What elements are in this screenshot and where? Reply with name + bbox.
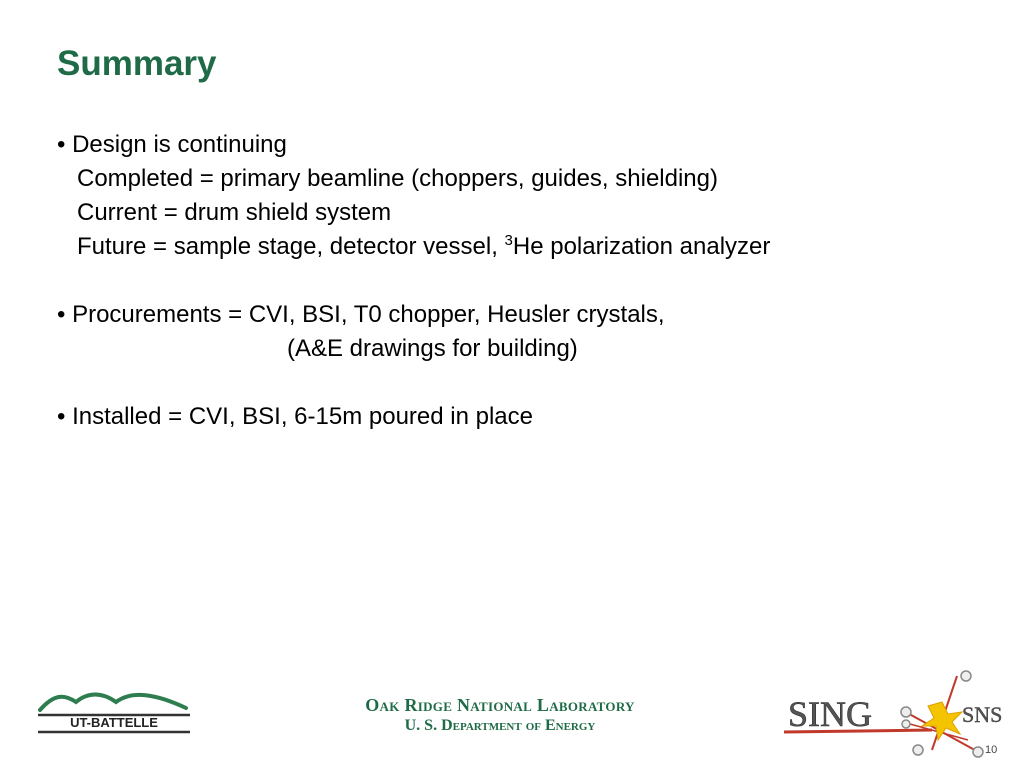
sing-logo-text: SING: [788, 694, 873, 734]
future-prefix: Future = sample stage, detector vessel,: [77, 233, 505, 260]
bullet-design: • Design is continuing: [57, 131, 287, 158]
sub-current: Current = drum shield system: [77, 199, 392, 226]
doe-name: U. S. Department of Energy: [404, 717, 596, 734]
sns-logo-text: SNS: [962, 702, 1003, 727]
ut-battelle-logo: [36, 688, 192, 736]
slide-title: Summary: [57, 44, 217, 83]
sing-sns-logo: [782, 668, 1004, 760]
bullet-procurements: • Procurements = CVI, BSI, T0 chopper, Heusler crystals,: [57, 301, 665, 328]
procurements-continuation: (A&E drawings for building): [287, 335, 578, 362]
page-number: 10: [985, 744, 998, 756]
bullet-installed: • Installed = CVI, BSI, 6-15m poured in place: [57, 403, 533, 430]
future-suffix: He polarization analyzer: [512, 233, 771, 260]
sub-future: [57, 230, 770, 264]
sub-completed: Completed = primary beamline (choppers, guides, shielding): [77, 165, 718, 192]
footer-org-block: [300, 694, 700, 736]
ornl-name: Oak Ridge National Laboratory: [365, 695, 635, 715]
slide-body: [57, 128, 770, 434]
isotope-superscript: 3: [504, 232, 513, 249]
ut-battelle-logo-text: UT-BATTELLE: [70, 715, 158, 730]
spacer: [57, 366, 770, 400]
spacer: [57, 264, 770, 298]
